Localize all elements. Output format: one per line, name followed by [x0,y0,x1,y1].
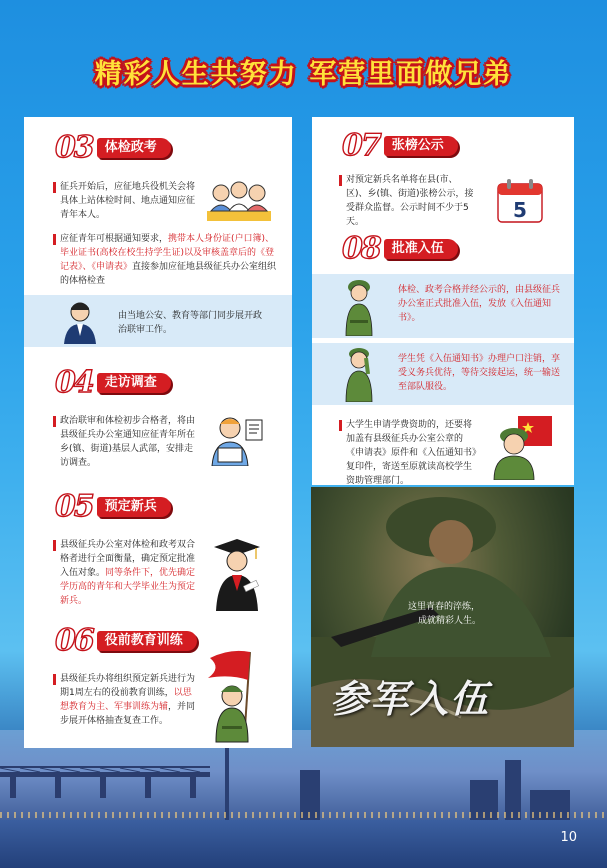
step-08-paragraph-1: 体检、政考合格并经公示的，由县级征兵办公室正式批准入伍，发放《入伍通知书》。 [398,285,561,323]
soldier-flag-icon [200,648,270,744]
step-05-paragraph-1: 县级征兵办公室对体检和政考双合格者进行全面衡量，确定预定批准入伍对象。同等条件下，优先确定学历高的青年和大学毕业生为预定新兵。 [60,538,200,608]
building [505,760,521,820]
bullet-bar [339,420,342,431]
step-08-header [342,231,458,266]
step-06-header [55,623,197,658]
calendar-number: 5 [513,198,527,222]
tower [225,748,229,820]
bullet-bar [53,540,56,551]
step-number: 03 [55,130,93,165]
step-06-paragraph-1: 县级征兵办将组织预定新兵进行为期1周左右的役前教育训练，以思想教育为主、军事训练为辅，并同步展开体格抽查复查工作。 [60,672,198,728]
step-number: 05 [55,489,93,524]
step-05-header [55,489,171,524]
step-label: 走访调查 [97,373,171,393]
step-04-header [55,365,171,400]
step-03-paragraph-2: 应征青年可根据通知要求，携带本人身份证(户口簿)、毕业证书(高校在校生持学生证)以及审核盖章后的《登记表》、《申请表》直接参加应征地县级征兵办公室组织的体格检查 [60,232,280,288]
bullet-bar [53,674,56,685]
step-label: 预定新兵 [97,497,171,517]
step-08-paragraph-2: 学生凭《入伍通知书》办理户口注销，享受义务兵优待，等待交接起运，统一输送至部队服役。 [398,354,561,392]
calendar-icon [496,178,544,224]
step-08-paragraph-3: 大学生申请学费资助的，还要将加盖有县级征兵办公室公章的《申请表》原件和《入伍通知书》复印件，寄送至原就读高校学生资助管理部门。 [346,418,478,488]
page-number: 10 [560,830,577,845]
step-label: 张榜公示 [384,136,458,156]
soldier-saluting-icon [344,346,374,402]
city-lights [0,812,607,818]
photo-quote-line-2: 成就精彩人生。 [418,616,482,626]
bridge-illustration [0,758,210,798]
bullet-bar [53,234,56,245]
bullet-bar [53,416,56,427]
reading-person-icon [208,414,264,466]
step-03-header [55,130,171,165]
soldier-icon [344,278,374,336]
graduate-icon [212,537,262,611]
step-07-paragraph-1: 对预定新兵名单将在县(市、区)、乡(镇、街道)张榜公示，接受群众监督。公示时间不少于5天。 [346,173,478,229]
step-label: 批准入伍 [384,239,458,259]
step-03-paragraph-3: 由当地公安、教育等部门同步展开政治联审工作。 [118,311,263,335]
step-number: 06 [55,623,93,658]
photo-quote-line-1: 这里青春的淬炼， [408,602,481,612]
soldier-flag-badge-icon [488,414,554,480]
step-03-paragraph-1: 征兵开始后，应征地兵役机关会将具体上站体检时间、地点通知应征青年本人。 [60,180,200,222]
river [0,820,607,868]
step-label: 体检政考 [97,138,171,158]
step-04-paragraph-1: 政治联审和体检初步合格者，将由县级征兵办公室通知应征青年所在乡(镇、街道)基层人武部，安排走访调查。 [60,414,200,470]
photo-slogan: 参军入伍 [330,676,491,721]
step-number: 04 [55,365,93,400]
step-label: 役前教育训练 [97,631,197,651]
step-07-header [342,128,458,163]
bullet-bar [53,182,56,193]
bullet-bar [339,175,342,186]
people-group-icon [207,177,271,221]
step-number: 07 [342,128,380,163]
step-number: 08 [342,231,380,266]
page-title: 精彩人生共努力 军营里面做兄弟 [94,59,513,90]
official-person-icon [62,300,98,344]
